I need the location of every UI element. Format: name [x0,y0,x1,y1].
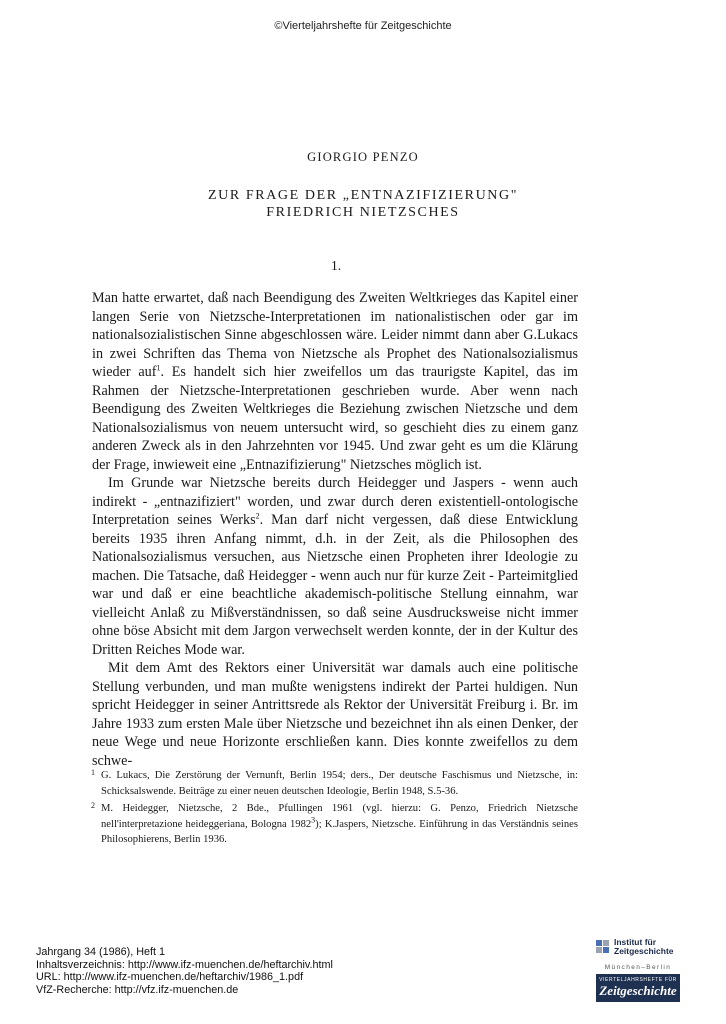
paragraph-text: . Es handelt sich hier zweifellos um das traurigste Kapitel, das im Rahmen der Nietzsche-Interpretationen geschrieben wurde. Aber wenn nach Beendigung des Zweiten Weltkrieges die Beziehung zwischen Nietzsche und dem Nationalsozialismus von neuem untersucht wird, so geschieht dies zu einem ganz anderen Zweck als in den Jahrzehnten vor 1945. Und zwar geht es um die Klärung der Frage, inwieweit eine „Entnazifizierung" Nietzsches möglich ist. [92,364,578,473]
footnotes [92,768,578,850]
body-paragraph [92,289,578,474]
paragraph-text: Im Grunde war Nietzsche bereits durch Heidegger und Jaspers - wenn auch indirekt - „entnazifiziert" worden, und zwar durch deren existentiell-ontologische Interpretation seines Werks [92,475,578,528]
pdf-url-link[interactable]: URL: http://www.ifz-muenchen.de/heftarchiv/1986_1.pdf [36,971,304,983]
logo-institute-name [614,938,674,956]
footnote [92,768,578,799]
issue-info [36,946,333,996]
article-body [92,289,578,770]
logo-journal-small: VIERTELJAHRSHEFTE FÜR [599,977,677,983]
article-title [0,187,726,221]
paragraph-text: Man hatte erwartet, daß nach Beendigung des Zweiten Weltkrieges das Kapitel einer langen Serie von Nietzsche-Interpretationen im nationalistischen oder gar im nationalsozialistischen Sinne abgeschlossen wäre. Leider nimmt dann aber G.Lukacs in zwei Schriften das Thema von Nietzsche als Prophet des Nationalsozialismus wieder auf [92,290,578,380]
search-link[interactable]: VfZ-Recherche: http://vfz.ifz-muenchen.de [36,983,239,996]
institute-logo [596,938,680,1004]
paragraph-text: . Man darf nicht vergessen, daß diese Entwicklung bereits 1935 ihren Anfang nimmt, d.h. in der Zeit, als die Philosophen des Nationalsozialismus versuchen, aus Nietzsche einen Propheten ihrer Ideologie zu machen. Die Tatsache, daß Heidegger - wenn auch nur für kurze Zeit - Parteimitglied war und daß er eine beachtliche akademisch-politische Stellung einnahm, war vielleicht Anlaß zu Mißverständnissen, so daß seine Ausdrucksweise nicht immer ohne böse Absicht mit dem Jargon verwechselt werden konnte, der in der Kultur des Dritten Reiches Mode war. [92,512,578,658]
footnote [92,801,578,848]
logo-city: München–Berlin [604,964,672,971]
logo-squares-icon [596,940,610,954]
footnote-ref: 3 [311,814,316,824]
article-title-line-1: ZUR FRAGE DER „ENTNAZIFIZIERUNG" [207,188,519,203]
footnote-text: G. Lukacs, Die Zerstörung der Vernunft, Berlin 1954; ders., Der deutsche Faschismus und Nietzsche, in: Schicksalswende. Beiträge zu einer neuen deutschen Ideologie, Berlin 1948, S.5-36. [101,770,578,797]
paragraph-text: Mit dem Amt des Rektors einer Universität war damals auch eine politische Stellung verbunden, und man mußte wenigstens indirekt der Partei huldigen. Nun spricht Heidegger in seiner Antrittsrede als Rektor der Universität Freiburg i. Br. im Jahre 1933 zum ersten Male über Nietzsche und bezeichnet ihn als einen Denker, der neue Wege und neue Horizonte erschließen kann. Dies konnte zweifellos zu dem schwe- [92,660,578,769]
footnote-ref: 1 [156,363,161,373]
body-paragraph [92,659,578,770]
article-title-line-2: FRIEDRICH NIETZSCHES [266,205,460,220]
section-number: 1. [330,258,342,273]
footnote-text: M. Heidegger, Nietzsche, 2 Bde., Pfullingen 1961 (vgl. hierzu: G. Penzo, Friedrich Nietzsche nell'interpretazione heideggeriana, Bologna 1982 [101,803,578,830]
footnote-ref: 2 [255,511,260,521]
logo-journal-big: Zeitgeschichte [599,983,677,998]
copyright-notice: ©Vierteljahrshefte für Zeitgeschichte [274,20,452,32]
logo-institute-line-1: Institut für [614,937,657,947]
body-paragraph [92,474,578,659]
footnote-number: 1 [91,768,95,777]
footnote-number: 2 [91,801,95,810]
contents-link[interactable]: Inhaltsverzeichnis: http://www.ifz-muenchen.de/heftarchiv.html [36,958,333,971]
footnote-text: ); K.Jaspers, Nietzsche. Einführung in das Verständnis seines Philosophierens, Berlin 1936. [101,818,578,845]
logo-institute-line-2: Zeitgeschichte [614,946,674,956]
article-author: GIORGIO PENZO [307,150,419,164]
logo-journal-box [596,974,680,1002]
issue-line: Jahrgang 34 (1986), Heft 1 [36,946,166,958]
